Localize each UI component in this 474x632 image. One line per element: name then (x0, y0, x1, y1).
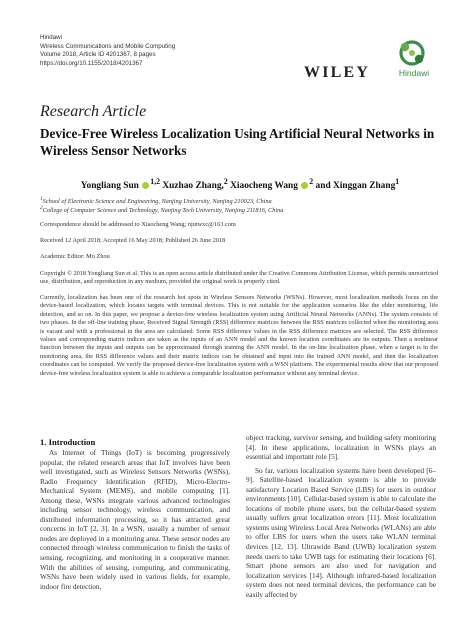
author-name[interactable]: and Xinggan Zhang (313, 181, 396, 192)
author-name[interactable]: Xiaocheng Wang (227, 181, 298, 192)
author-name[interactable]: Xuzhao Zhang, (160, 181, 224, 192)
journal-name: Hindawi (40, 34, 63, 41)
dates-line: Received 12 April 2018; Accepted 16 May 2018; Published 26 June 2018 (40, 237, 226, 244)
author-name[interactable]: Yongliang Sun (80, 181, 139, 192)
author-affil-sup: 2 (223, 177, 228, 186)
author-list (40, 177, 440, 191)
orcid-icon[interactable] (142, 182, 149, 189)
body-column-right (246, 433, 436, 599)
journal-full-name: Wireless Communications and Mobile Computing (40, 42, 176, 50)
journal-header (40, 34, 175, 68)
paragraph: So far, various localization systems have been developed [6–9]. Satellite-based localization system is able to provide satisfactory Location Based Service (LBS) for users in outdoor environments [10]. Cellular-based system is able to calculate the locations of mobile phone users, but the cellular-based system usually suffers great localization errors [11]. Most localization systems using Wireless Local Area Networks (WLANs) are able to offer LBS for users when the users take WLAN terminal devices [12, 13]. Ultrawide Band (UWB) localization system needs users to take UWB tags for estimating their locations [6]. Smart phone sensors are also used for navigation and localization services [14]. Although infrared-based localization system does not need terminal devices, the performance can be easily affected by (246, 465, 436, 599)
orcid-icon[interactable] (301, 182, 308, 189)
section-heading: 1. Introduction (40, 437, 96, 447)
volume-line: Volume 2018, Article ID 4201367, 8 pages (40, 51, 156, 59)
copyright-notice: Copyright © 2018 Yongliang Sun et al. This is an open access article distributed under the Creative Commons Attribution License, which permits unrestricted use, distribution, and reproduction in any medium, provided the original work is properly cited. (40, 270, 438, 286)
affiliation-1: $^1$School of Electronic Science and Engineering, Nanjing University, Nanjing 210023, China (40, 196, 272, 206)
hindawi-brand-text: Hindawi (398, 68, 430, 78)
paragraph: As Internet of Things (IoT) is becoming progressively popular, the related research areas that IoT involves have been well investigated, such as Wireless Sensors Networks (WSNs), Radio Frequency Identification (RFID), Micro-Electro-Mechanical System (MEMS), and mobile computing [1]. Among these, WSNs integrate various advanced technologies including sensor technology, wireless communication, and distributed information processing, so it has attracted great concerns in IoT [2, 3]. In a WSN, usually a number of sensor nodes are deployed in a monitoring area. These sensor nodes are connected through wireless communication to finish the tasks of sensing, recognizing, and monitoring in a cooperative manner. With the abilities of sensing, computing, and communicating, WSNs have been widely used in various fields, for example, indoor fire detection, (40, 448, 230, 591)
academic-editor: Academic Editor: Mu Zhou (40, 253, 110, 260)
author-affil-sup: 2 (309, 177, 314, 186)
wiley-logo: WILEY (304, 64, 371, 81)
hindawi-logo-icon (392, 37, 432, 69)
affiliation-2: $^2$College of Computer Science and Technology, Nanjing Tech University, Nanjing 211816, China (40, 205, 284, 215)
correspondence: Correspondence should be addressed to Xiaocheng Wang; njutwxc@163.com (40, 221, 236, 228)
body-column-left (40, 448, 230, 591)
author-affil-sup: 1,2 (150, 177, 161, 186)
article-type: Research Article (40, 103, 147, 120)
doi-link[interactable]: https://doi.org/10.1155/2018/4201367 (40, 59, 143, 67)
abstract: Currently, localization has been one of the research hot spots in Wireless Sensors Networks (WSNs). However, most localization methods focus on the device-based localization, which locates targets with terminal devices. This is not suitable for the application scenarios like the elder monitoring, life detection, and so on. In this paper, we propose a device-free wireless localization system using Artificial Neural Networks (ANNs). The system consists of two phases. In the off-line training phase, Received Signal Strength (RSS) difference matrices between the RSS matrices collected when the monitoring area is vacant and with a professional in the area are calculated. Some RSS difference values in the RSS difference matrices are selected. The RSS difference values and corresponding matrix indices are taken as the inputs of an ANN model and the known location coordinates are its outputs. Then a nonlinear function between the inputs and outputs can be approximated through training the ANN model. In the on-line localization phase, when a target is in the monitoring area, the RSS difference values and their matrix indices can be obtained and input into the trained ANN model, and then the localization coordinates can be computed. We verify the proposed device-free localization system with a WSN platform. The experimental results show that our proposed device-free wireless localization system is able to achieve a comparable localization performance without any terminal device. (40, 294, 438, 377)
author-affil-sup: 1 (395, 177, 400, 186)
article-title: Device-Free Wireless Localization Using Artificial Neural Networks in Wireless Sensor Networks (40, 126, 435, 158)
paragraph: object tracking, survivor sensing, and building safety monitoring [4]. In these applications, localization in WSNs plays an essential and important role [5]. (246, 433, 436, 462)
